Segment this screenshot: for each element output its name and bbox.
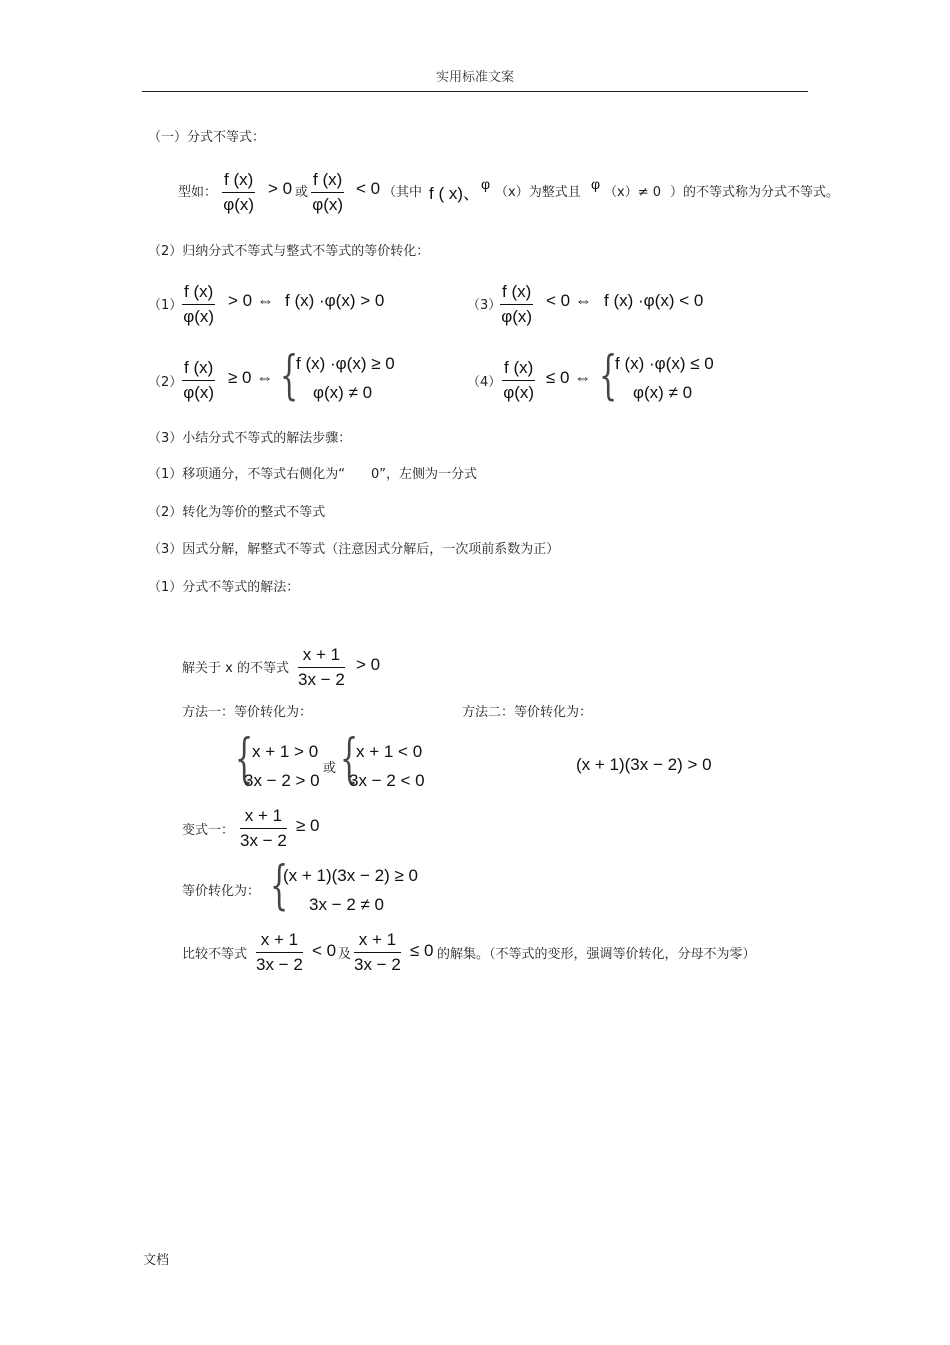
definition-prefix: 型如： (178, 185, 218, 200)
compare-prefix: 比较不等式 (182, 947, 248, 962)
equiv-line-2: 3x − 2 ≠ 0 (309, 895, 385, 914)
header-rule (142, 91, 808, 92)
system-b-line-1: x + 1 < 0 (356, 742, 423, 761)
item-3-relation: < 0 ⇔ (546, 291, 592, 310)
item-2-relation: ≥ 0 ⇔ (228, 368, 274, 387)
problem-fraction: $\frac{x + 1}{3x - 2}$ (298, 645, 345, 689)
item-1-fraction: $\frac{f (x)}{\varphi(x)}$ (183, 282, 215, 326)
item-4-fraction: $\frac{f (x)}{\varphi(x)}$ (503, 358, 535, 402)
problem-relation: > 0 (356, 655, 381, 674)
item-1-relation: > 0 ⇔ (228, 291, 274, 310)
compare-fraction-2: $\frac{x + 1}{3x - 2}$ (354, 930, 401, 974)
item-4-label: （4） (467, 375, 502, 390)
compare-and: 及 (338, 947, 352, 962)
step-3: （3）因式分解，解整式不等式（注意因式分解后，一次项前系数为正） (148, 542, 560, 557)
gt-zero: > 0 (268, 179, 293, 198)
item-1-rhs: f (x) ·φ(x) > 0 (285, 291, 385, 310)
section-4-title: （1）分式不等式的解法： (148, 580, 300, 595)
item-1-label: （1） (148, 298, 183, 313)
lt-zero: < 0 (356, 179, 381, 198)
compare-relation-2: ≤ 0 (410, 941, 434, 960)
item-4-brace: { (599, 346, 618, 406)
variant-relation: ≥ 0 (296, 816, 320, 835)
compare-relation-1: < 0 (312, 941, 337, 960)
section-1-title: （一）分式不等式： (148, 130, 266, 145)
qizhong-text: （其中 (383, 185, 423, 200)
item-4-system-line-1: f (x) ·φ(x) ≤ 0 (615, 354, 714, 373)
xparen-neq-zero: （x）≠ 0 (604, 185, 661, 200)
item-2-system-line-1: f (x) ·φ(x) ≥ 0 (296, 354, 395, 373)
equiv-label: 等价转化为： (182, 884, 261, 899)
system-a-line-2: 3x − 2 > 0 (244, 771, 320, 790)
step-1: （1）移项通分，不等式右侧化为“ 0”，左侧为一分式 (148, 467, 478, 482)
method-2-label: 方法二：等价转化为： (462, 705, 593, 720)
item-2-label: （2） (148, 375, 183, 390)
or-text: 或 (295, 185, 309, 200)
page-header-title: 实用标准文案 (435, 70, 514, 85)
system-a-line-1: x + 1 > 0 (252, 742, 319, 761)
page-footer: 文档 (143, 1253, 170, 1268)
item-4-relation: ≤ 0 ⇔ (546, 368, 592, 387)
xparen-text: （x）为整式且 (495, 185, 581, 200)
phi-symbol-2: φ (591, 176, 601, 192)
phi-symbol: φ (481, 176, 491, 192)
step-2: （2）转化为等价的整式不等式 (148, 505, 326, 520)
fx-text: f ( x)、 (429, 184, 480, 203)
method-1-label: 方法一：等价转化为： (182, 705, 313, 720)
section-3-title: （3）小结分式不等式的解法步骤： (148, 431, 352, 446)
item-3-label: （3） (467, 298, 502, 313)
definition-tail: ）的不等式称为分式不等式。 (670, 185, 840, 200)
variant-label: 变式一： (182, 823, 235, 838)
equiv-line-1: (x + 1)(3x − 2) ≥ 0 (283, 866, 418, 885)
item-3-rhs: f (x) ·φ(x) < 0 (604, 291, 704, 310)
fraction-f-over-phi: $\frac{f (x)}{\varphi(x)}$ (223, 170, 255, 214)
item-2-system-line-2: φ(x) ≠ 0 (313, 383, 373, 402)
variant-fraction: $\frac{x + 1}{3x - 2}$ (240, 806, 287, 850)
item-2-brace: { (280, 346, 299, 406)
item-4-system-line-2: φ(x) ≠ 0 (633, 383, 693, 402)
item-3-fraction: $\frac{f (x)}{\varphi(x)}$ (501, 282, 533, 326)
or-text-2: 或 (323, 761, 337, 776)
system-b-line-2: 3x − 2 < 0 (349, 771, 425, 790)
system-b-brace: { (340, 729, 359, 789)
method-2-expression: (x + 1)(3x − 2) > 0 (576, 755, 712, 774)
problem-prefix: 解关于 x 的不等式 (182, 661, 289, 676)
compare-fraction-1: $\frac{x + 1}{3x - 2}$ (256, 930, 303, 974)
system-a-brace: { (235, 729, 254, 789)
fraction-f-over-phi-2: $\frac{f (x)}{\varphi(x)}$ (312, 170, 344, 214)
equiv-brace: { (270, 856, 289, 916)
section-2-title: （2）归纳分式不等式与整式不等式的等价转化： (148, 244, 430, 259)
item-2-fraction: $\frac{f (x)}{\varphi(x)}$ (183, 358, 215, 402)
compare-tail: 的解集。（不等式的变形，强调等价转化，分母不为零） (437, 947, 756, 962)
